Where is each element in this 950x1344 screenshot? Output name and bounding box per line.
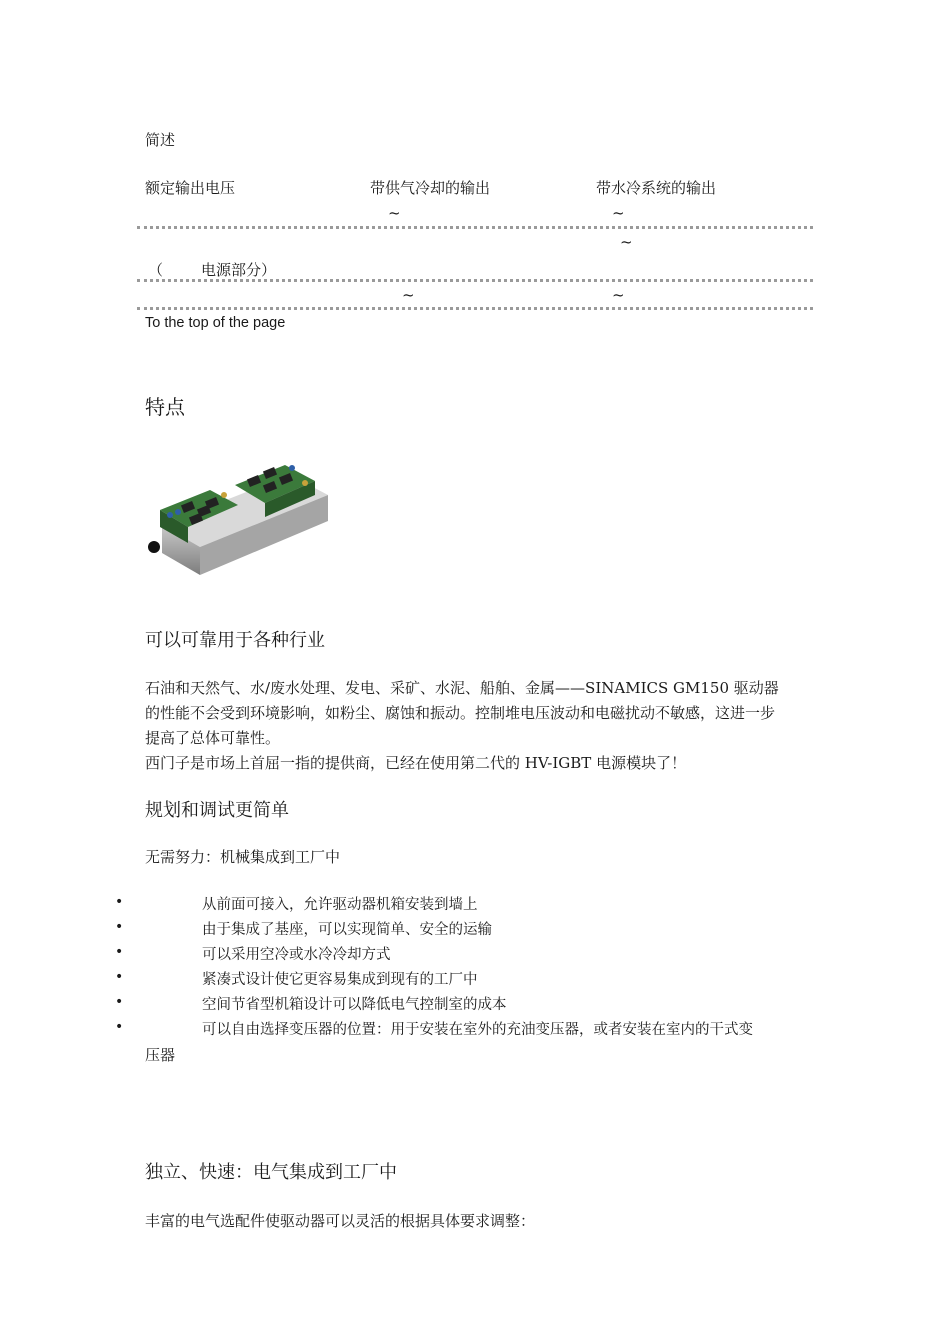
bullet-marker: • <box>115 1019 124 1035</box>
bullet-marker: • <box>115 894 124 910</box>
bullet-item: 空间节省型机箱设计可以降低电气控制室的成本 <box>202 997 507 1013</box>
table-cell-r3c2: ~ <box>402 286 415 304</box>
reliability-para-line2: 的性能不会受到环境影响，如粉尘、腐蚀和振动。控制堆电压波动和电磁扰动不敏感，这进一步 <box>145 704 776 722</box>
table-header-water-cooled: 带水冷系统的输出 <box>596 179 717 197</box>
table-divider <box>137 226 813 229</box>
igbt-module-image <box>140 455 340 585</box>
bullet-item-line2: 压器 <box>145 1046 176 1064</box>
table-cell-r1c2: ~ <box>388 204 401 222</box>
mechanical-integration-subheading: 无需努力：机械集成到工厂中 <box>145 848 341 866</box>
table-header-air-cooled: 带供气冷却的输出 <box>370 179 491 197</box>
table-row-label-open: （ <box>148 261 164 279</box>
section-planning-heading: 规划和调试更简单 <box>145 800 289 821</box>
section-electrical-heading: 独立、快速：电气集成到工厂中 <box>145 1162 397 1183</box>
reliability-para2: 西门子是市场上首屈一指的提供商，已经在使用第二代的 HV-IGBT 电源模块了！ <box>145 754 687 772</box>
bullet-marker: • <box>115 994 124 1010</box>
table-divider <box>137 307 813 310</box>
bullet-marker: • <box>115 944 124 960</box>
bullet-item: 由于集成了基座，可以实现简单、安全的运输 <box>202 922 492 938</box>
table-header-rated-voltage: 额定输出电压 <box>145 179 236 197</box>
bullet-marker: • <box>115 919 124 935</box>
bullet-item-line1: 可以自由选择变压器的位置：用于安装在室外的充油变压器，或者安装在室内的干式变 <box>202 1022 753 1038</box>
table-cell-r2c3: ~ <box>620 233 633 251</box>
back-to-top-link[interactable]: To the top of the page <box>145 315 286 331</box>
section-reliability-heading: 可以可靠用于各种行业 <box>145 630 325 651</box>
table-cell-r3c3: ~ <box>612 286 625 304</box>
bullet-item: 紧凑式设计使它更容易集成到现有的工厂中 <box>202 972 478 988</box>
table-row-label: 电源部分） <box>201 261 277 279</box>
bullet-marker: • <box>115 969 124 985</box>
overview-heading: 简述 <box>145 131 176 149</box>
features-heading: 特点 <box>145 395 185 419</box>
table-cell-r1c3: ~ <box>612 204 625 222</box>
table-divider <box>137 279 813 282</box>
reliability-para-line3: 提高了总体可靠性。 <box>145 729 281 747</box>
bullet-item: 从前面可接入，允许驱动器机箱安装到墙上 <box>202 897 478 913</box>
electrical-para: 丰富的电气选配件使驱动器可以灵活的根据具体要求调整： <box>145 1212 536 1230</box>
bullet-item: 可以采用空冷或水冷冷却方式 <box>202 947 391 963</box>
reliability-para-line1: 石油和天然气、水/废水处理、发电、采矿、水泥、船舶、金属——SINAMICS GM150 驱动器 <box>145 679 779 697</box>
